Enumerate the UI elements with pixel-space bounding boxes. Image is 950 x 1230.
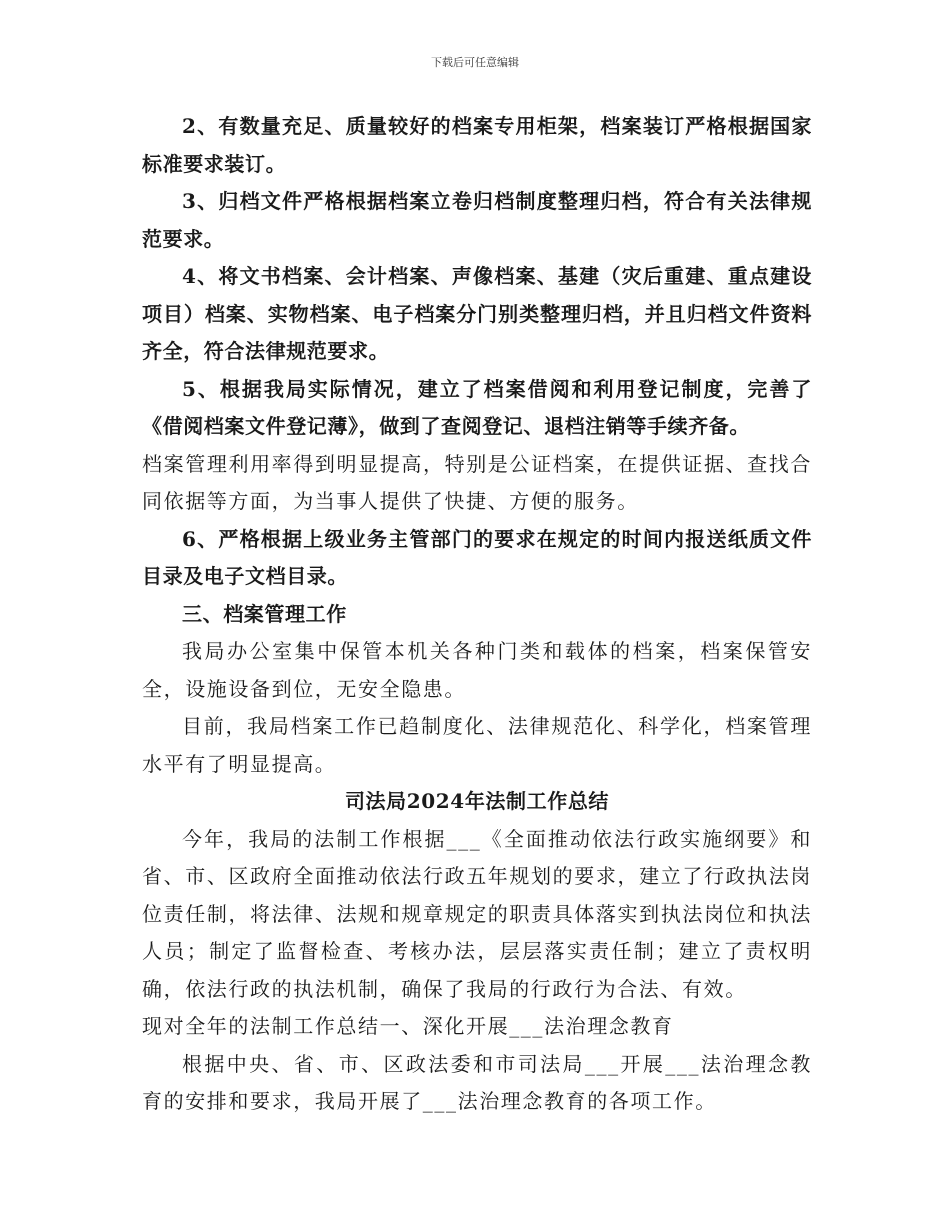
paragraph-office-custody: 我局办公室集中保管本机关各种门类和载体的档案，档案保管安全，设施设备到位，无安全隐患。 (142, 639, 812, 701)
paragraph-summary-lead: 现对全年的法制工作总结一、深化开展___法治理念教育 (142, 1014, 674, 1038)
page-header: 下载后可任意编辑 (431, 56, 519, 69)
paragraph-archive-utilization: 档案管理利用率得到明显提高，特别是公证档案，在提供证据、查找合同依据等方面，为当事人提供了快捷、方便的服务。 (142, 451, 812, 513)
paragraph-item-5: 5、根据我局实际情况，建立了档案借阅和利用登记制度，完善了《借阅档案文件登记薄》，做到了查阅登记、退档注销等手续齐备。 (142, 376, 812, 438)
paragraph-item-4: 4、将文书档案、会计档案、声像档案、基建（灾后重建、重点建设项目）档案、实物档案、电子档案分门别类整理归档，并且归档文件资料齐全，符合法律规范要求。 (142, 264, 812, 363)
document-title: 司法局2024年法制工作总结 (344, 789, 610, 813)
section-heading-archive-management: 三、档案管理工作 (182, 601, 347, 626)
document-body (142, 108, 812, 1121)
paragraph-current-status: 目前，我局档案工作已趋制度化、法律规范化、科学化，档案管理水平有了明显提高。 (142, 714, 812, 776)
paragraph-education: 根据中央、省、市、区政法委和市司法局___开展___法治理念教育的安排和要求，我局开展了___法治理念教育的各项工作。 (142, 1051, 812, 1113)
paragraph-item-6: 6、严格根据上级业务主管部门的要求在规定的时间内报送纸质文件目录及电子文档目录。 (142, 526, 812, 588)
paragraph-item-2: 2、有数量充足、质量较好的档案专用柜架，档案装订严格根据国家标准要求装订。 (142, 114, 812, 176)
paragraph-item-3: 3、归档文件严格根据档案立卷归档制度整理归档，符合有关法律规范要求。 (142, 189, 812, 251)
paragraph-intro: 今年，我局的法制工作根据___《全面推动依法行政实施纲要》和省、市、区政府全面推动依法行政五年规划的要求，建立了行政执法岗位责任制，将法律、法规和规章规定的职责具体落实到执法岗位和执法人员；制定了监督检查、考核办法，层层落实责任制；建立了责权明确，依法行政的执法机制，确保了我局的行政行为合法、有效。 (142, 826, 812, 1001)
